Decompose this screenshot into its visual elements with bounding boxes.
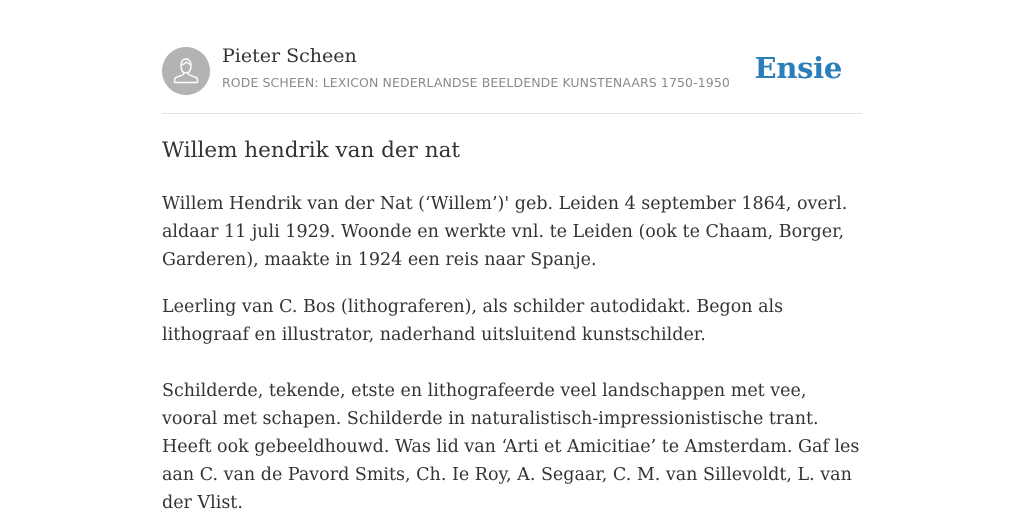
- user-silhouette-icon: [162, 47, 210, 95]
- article-paragraph: Leerling van C. Bos (lithograferen), als schilder autodidakt. Begon als lithograaf en illustrator, naderhand uitsluitend kunstschilder.: [162, 297, 784, 345]
- article-body: [162, 190, 862, 512]
- source-publication[interactable]: RODE SCHEEN: LEXICON NEDERLANDSE BEELDENDE KUNSTENAARS 1750-1950: [222, 75, 730, 90]
- author-name[interactable]: Pieter Scheen: [222, 45, 357, 67]
- article-paragraph: Willem Hendrik van der Nat (‘Willem’)' geb. Leiden 4 september 1864, overl. aldaar 11 juli 1929. Woonde en werkte vnl. te Leiden (ook te Chaam, Borger, Garderen), maakte in 1924 een reis naar Spanje.: [162, 194, 848, 270]
- article-card: [162, 0, 862, 512]
- article-title: Willem hendrik van der nat: [162, 138, 461, 163]
- article-paragraph: Schilderde, tekende, etste en lithografeerde veel landschappen met vee, vooral met schapen. Schilderde in naturalistisch-impressionistische trant. Heeft ook gebeeldhouwd. Was lid van ‘Arti et Amicitiae’ te Amsterdam. Gaf les aan C. van de Pavord Smits, Ch. Ie Roy, A. Segaar, C. M. van Sillevoldt, L. van der Vlist.: [162, 381, 860, 512]
- author-avatar[interactable]: [162, 47, 210, 95]
- article-header: [162, 0, 862, 114]
- ensie-logo[interactable]: Ensie: [754, 51, 842, 85]
